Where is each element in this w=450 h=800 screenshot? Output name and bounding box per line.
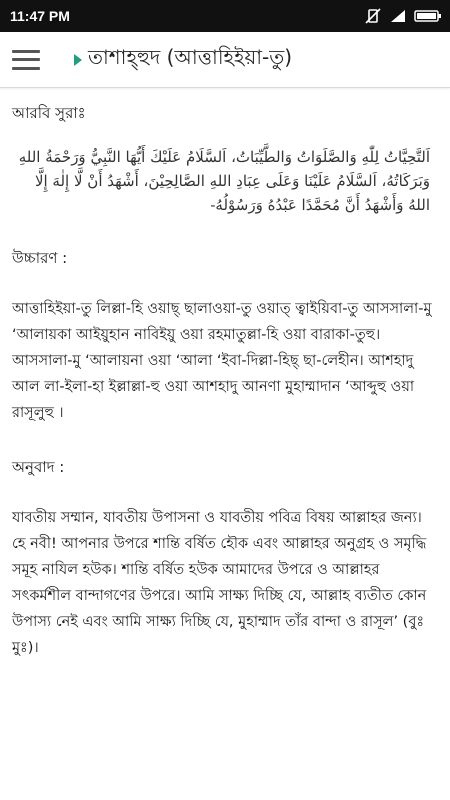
translation-label: অনুবাদ : <box>12 458 65 476</box>
status-time: 11:47 PM <box>10 8 70 24</box>
translation-text: যাবতীয় সম্মান, যাবতীয় উপাসনা ও যাবতীয় পবিত্র বিষয় আল্লাহর জন্য। হে নবী! আপনার উপরে শান্তি বর্ষিত হৌক এবং আল্লাহর অনুগ্রহ ও সমৃদ্ধি সমূহ নাযিল হউক। শান্তি বর্ষিত হউক আমাদের উপরে ও আল্লাহর সৎকর্মশীল বান্দাগণের উপরে। আমি সাক্ষ্য দিচ্ছি যে, আল্লাহ ব্যতীত কোন উপাস্য নেই এবং আমি সাক্ষ্য দিচ্ছি যে, মুহাম্মাদ তাঁর বান্দা ও রাসূল’ (বুঃ মুঃ)। <box>12 510 427 656</box>
content <box>0 88 450 661</box>
status-icons <box>364 8 442 24</box>
arabic-label: আরবি সুরাঃ <box>12 104 86 122</box>
app-bar <box>0 32 450 88</box>
pronunciation-label: উচ্চারণ : <box>12 249 68 267</box>
menu-icon[interactable] <box>12 48 40 72</box>
vibrate-off-icon <box>364 8 382 24</box>
page-title: তাশাহ্হুদ (আত্তাহিইয়া-তু) <box>88 45 293 69</box>
status-bar <box>0 0 450 32</box>
signal-icon <box>390 9 406 23</box>
pronunciation-text: আত্তাহিইয়া-তু লিল্লা-হি ওয়াছ্ ছালাওয়া-তু ওয়াত্ ত্বাইয়িবা-তু আসসালা-মু ‘আলায়কা আইয়ুহান নাবিইয়ু ওয়া রহমাতুল্লা-হি ওয়া বারাকা-তুহু। আসসালা-মু ‘আলায়না ওয়া ‘আলা ‘ইবা-দিল্লা-হিছ্ ছা-লেহীন। আশহাদু আল লা-ইলা-হা ইল্লাল্লা-হু ওয়া আশহাদু আনণা মুহাম্মাদান ‘আব্দুহু ওয়া রাসূলুহু । <box>12 301 432 421</box>
caret-right-icon <box>74 54 82 66</box>
arabic-text: اَلتَّحِيَّاتُ لِلّٰهِ وَالصَّلَوَاتُ وَالطَّيِّبَاتُ، اَلسَّلَامُ عَلَيْكَ أَيُّهَا النَّبِيُّ وَرَحْمَةُ اللهِ وَبَرَكَاتُهُ، اَلسَّلَامُ عَلَيْنَا وَعَلَى عِبَادِ اللهِ الصَّالِحِيْنَ، أَشْهَدُ أَنْ لَّا إِلٰهَ إِلَّا اللهُ وَأَشْهَدُ أَنَّ مُحَمَّدًا عَبْدُهُ وَرَسُوْلُهُ- <box>18 148 430 214</box>
battery-icon <box>414 9 442 23</box>
